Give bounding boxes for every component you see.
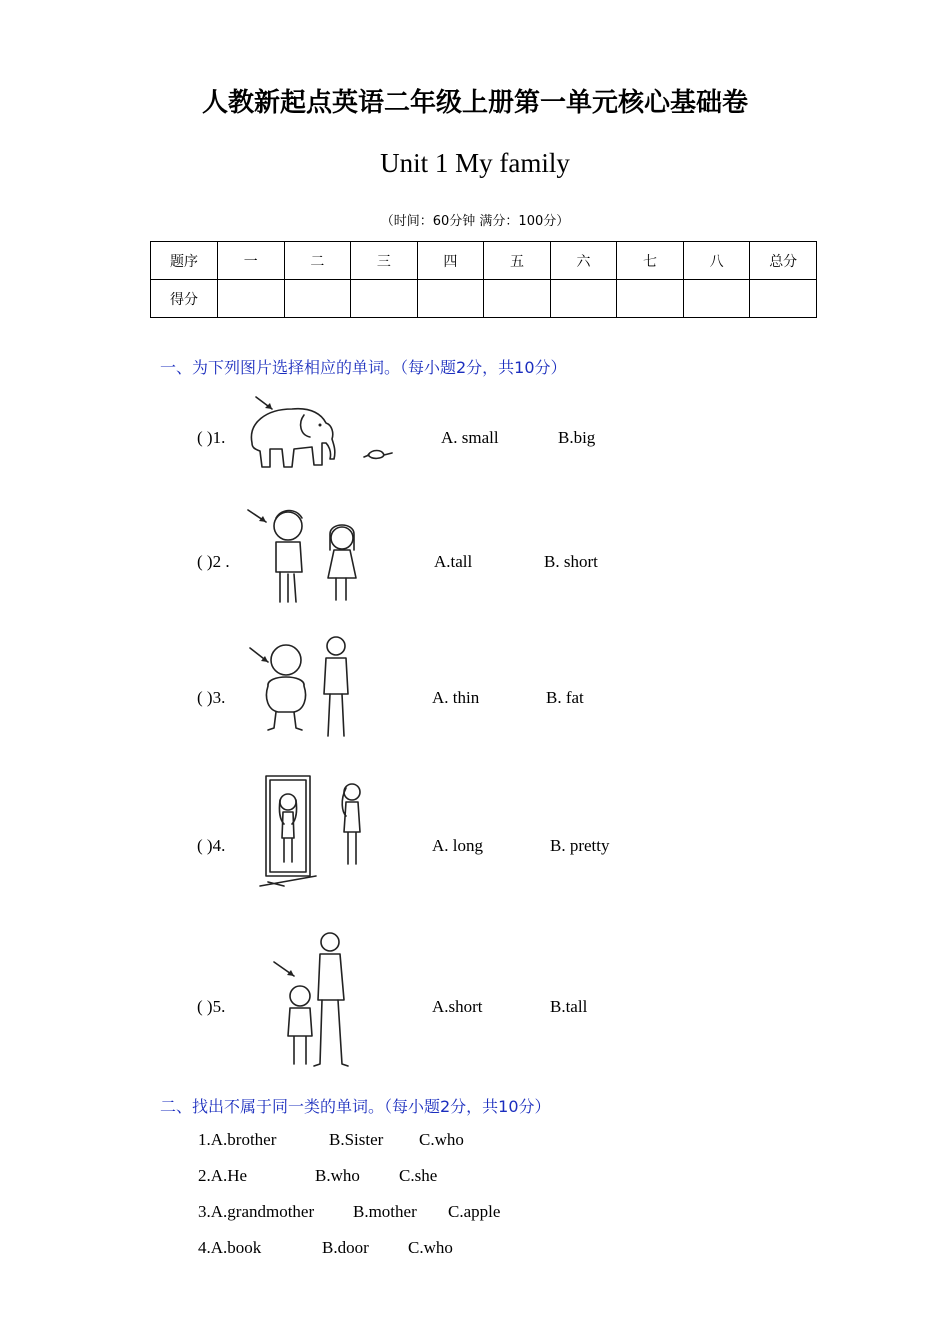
- table-cell: 三: [351, 242, 418, 280]
- table-cell: 二: [284, 242, 351, 280]
- section-1-heading: 一、为下列图片选择相应的单词。（每小题2分，共10分）: [160, 358, 567, 377]
- option-a: A. small: [441, 428, 499, 447]
- option-a: A.tall: [434, 552, 473, 571]
- score-entry-cell[interactable]: [284, 280, 351, 318]
- score-entry-cell[interactable]: [218, 280, 285, 318]
- table-cell: 题序: [151, 242, 218, 280]
- option-a: A.short: [432, 997, 483, 1016]
- score-entry-cell[interactable]: [484, 280, 551, 318]
- choice-b: B.who: [315, 1166, 360, 1185]
- question-number: ( )2 .: [197, 552, 230, 571]
- choice-c: C.she: [399, 1166, 438, 1185]
- choice-c: C.who: [419, 1130, 464, 1149]
- page-title: 人教新起点英语二年级上册第一单元核心基础卷: [201, 88, 748, 118]
- choice-c: C.apple: [448, 1202, 501, 1221]
- table-cell: 总分: [750, 242, 817, 280]
- question-number: ( )5.: [197, 997, 226, 1016]
- unit-title: Unit 1 My family: [380, 148, 570, 178]
- score-entry-cell[interactable]: [417, 280, 484, 318]
- choice-b: B.door: [322, 1238, 369, 1257]
- choice-a: 4.A.book: [198, 1238, 262, 1257]
- score-table: [150, 241, 817, 318]
- table-cell: 五: [484, 242, 551, 280]
- score-table-header-row: [151, 242, 817, 280]
- table-cell: 四: [417, 242, 484, 280]
- table-cell: 八: [683, 242, 750, 280]
- boy-girl-illustration: [242, 502, 372, 612]
- score-entry-cell[interactable]: [683, 280, 750, 318]
- choice-a: 2.A.He: [198, 1166, 248, 1185]
- score-entry-cell[interactable]: [351, 280, 418, 318]
- score-entry-cell[interactable]: [550, 280, 617, 318]
- table-cell: 六: [550, 242, 617, 280]
- option-b: B. fat: [546, 688, 584, 707]
- option-b: B. short: [544, 552, 598, 571]
- choice-a: 3.A.grandmother: [198, 1202, 315, 1221]
- option-b: B. pretty: [550, 836, 610, 855]
- option-a: A. long: [432, 836, 483, 855]
- choice-c: C.who: [408, 1238, 453, 1257]
- exam-info: （时间：60分钟 满分：100分）: [380, 214, 570, 229]
- question-number: ( )1.: [197, 428, 226, 447]
- girl-mirror-illustration: [256, 772, 376, 897]
- table-cell: 一: [218, 242, 285, 280]
- score-entry-cell[interactable]: [750, 280, 817, 318]
- section-2-heading: 二、找出不属于同一类的单词。（每小题2分，共10分）: [160, 1097, 551, 1116]
- elephant-mouse-illustration: [242, 393, 402, 488]
- table-cell: 得分: [151, 280, 218, 318]
- choice-b: B.Sister: [329, 1130, 384, 1149]
- option-b: B.big: [558, 428, 596, 447]
- score-entry-cell[interactable]: [617, 280, 684, 318]
- option-b: B.tall: [550, 997, 588, 1016]
- choice-b: B.mother: [353, 1202, 417, 1221]
- question-number: ( )3.: [197, 688, 226, 707]
- fat-boy-thin-man-illustration: [242, 632, 372, 747]
- choice-a: 1.A.brother: [198, 1130, 277, 1149]
- option-a: A. thin: [432, 688, 480, 707]
- table-cell: 七: [617, 242, 684, 280]
- question-number: ( )4.: [197, 836, 226, 855]
- short-boy-tall-man-illustration: [268, 930, 368, 1075]
- score-table-score-row: [151, 280, 817, 318]
